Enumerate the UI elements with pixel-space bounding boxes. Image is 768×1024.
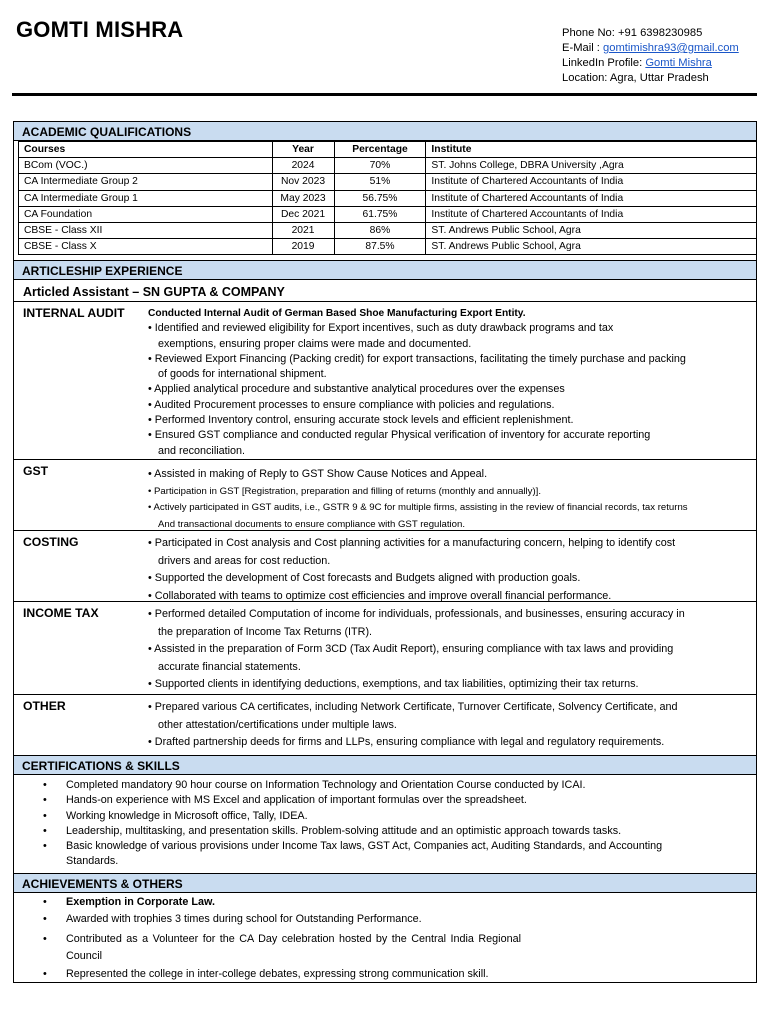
location-value: Agra, Uttar Pradesh [609,72,709,84]
academic-cell: 2024 [272,158,334,174]
gst-line: And transactional documents to ensure compliance with GST regulation. [158,518,465,530]
academic-column-header: Percentage [334,142,426,158]
income-tax-line: accurate financial statements. [158,660,301,673]
academic-cell: ST. Johns College, DBRA University ,Agra [426,158,757,174]
gst-block [13,459,757,530]
achievement-item: • Awarded with trophies 3 times during school for Outstanding Performance. [13,912,757,927]
income-tax-line: the preparation of Income Tax Returns (ITR). [158,625,373,638]
costing-line: • Collaborated with teams to optimize cost efficiencies and improve overall financial performance. [148,589,612,602]
academic-cell: CBSE - Class XII [19,222,273,238]
certifications-section-title: CERTIFICATIONS & SKILLS [13,755,757,775]
internal-audit-line: • Identified and reviewed eligibility for Export incentives, such as duty drawback programs and tax [148,322,614,335]
academic-cell: 87.5% [334,239,426,255]
academic-cell: Dec 2021 [272,206,334,222]
internal-audit-label: INTERNAL AUDIT [23,306,125,320]
gst-body [148,466,752,533]
academic-column-header: Courses [19,142,273,158]
email-line [562,41,739,56]
phone-value: +91 6398230985 [617,27,703,39]
other-line: • Drafted partnership deeds for firms and LLPs, ensuring compliance with legal and regulatory requirements. [148,736,665,748]
gst-line: • Actively participated in GST audits, i.e., GSTR 9 & 9C for multiple firms, assisting in the review of financial records, tax returns [148,502,688,513]
academic-column-header: Year [272,142,334,158]
phone-label: Phone No: [562,27,615,39]
costing-block [13,530,757,601]
contact-block [562,26,739,86]
gst-line: • Participation in GST [Registration, preparation and filling of returns (monthly and annually)]. [148,485,541,497]
academic-row [19,206,757,222]
internal-audit-line: • Applied analytical procedure and substantive analytical procedures over the expenses [148,383,565,396]
internal-audit-intro: Conducted Internal Audit of German Based Shoe Manufacturing Export Entity. [148,308,526,319]
email-link[interactable]: gomtimishra93@gmail.com [603,42,739,54]
academic-cell: Institute of Chartered Accountants of India [426,206,757,222]
academic-cell: 51% [334,174,426,190]
certification-item: • Basic knowledge of various provisions under Income Tax laws, GST Act, Companies act, Auditing Standards, and Accounting Standards. [13,839,757,870]
academic-cell: 70% [334,158,426,174]
gst-label: GST [23,464,49,478]
resume-header [0,0,768,96]
achievements-list [13,895,757,982]
income-tax-line: • Assisted in the preparation of Form 3CD (Tax Audit Report), ensuring compliance with tax laws and providing [148,643,674,655]
academic-cell: 61.75% [334,206,426,222]
costing-line: • Supported the development of Cost forecasts and Budgets aligned with production goals. [148,572,581,584]
achievements-section-title: ACHIEVEMENTS & OTHERS [13,873,757,893]
certifications-list [13,778,757,870]
internal-audit-line: of goods for international shipment. [158,368,327,381]
internal-audit-body [148,306,752,459]
academic-row [19,174,757,190]
other-line: • Prepared various CA certificates, including Network Certificate, Turnover Certificate, Solvency Certificate, and [148,701,678,713]
academic-cell: 2021 [272,222,334,238]
location-line [562,71,739,86]
academic-row [19,222,757,238]
academic-table [18,141,757,255]
articleship-section-title: ARTICLESHIP EXPERIENCE [13,260,757,280]
academic-section-title: ACADEMIC QUALIFICATIONS [13,121,757,141]
income-tax-body [148,606,752,694]
email-label: E-Mail : [562,42,600,54]
academic-cell: CA Intermediate Group 2 [19,174,273,190]
academic-column-header: Institute [426,142,757,158]
header-divider [12,93,757,96]
income-tax-label: INCOME TAX [23,606,99,620]
internal-audit-line: and reconciliation. [158,444,246,457]
achievement-item: • Contributed as a Volunteer for the CA Day celebration hosted by the Central India Regional Council [13,931,757,965]
income-tax-line: • Performed detailed Computation of income for individuals, professionals, and businesses, ensuring accuracy in [148,608,685,620]
certification-item: • Leadership, multitasking, and presentation skills. Problem-solving attitude and an optimistic approach towards tasks. [13,824,757,839]
internal-audit-line: • Ensured GST compliance and conducted regular Physical verification of inventory for accurate reporting [148,429,651,442]
linkedin-label: LinkedIn Profile: [562,57,643,69]
achievement-item: • Represented the college in inter-college debates, expressing strong communication skill. [13,967,757,982]
costing-line: • Participated in Cost analysis and Cost planning activities for a manufacturing concern, helping to identify cost [148,537,676,549]
achievement-item-text: Exemption in Corporate Law. [66,896,215,908]
income-tax-line: • Supported clients in identifying deductions, exemptions, and tax liabilities, optimizing their tax returns. [148,678,639,690]
candidate-name: GOMTI MISHRA [16,17,184,42]
gst-line: • Assisted in making of Reply to GST Show Cause Notices and Appeal. [148,468,488,480]
linkedin-line [562,56,739,71]
certification-item: • Hands-on experience with MS Excel and application of important formulas over the spreadsheet. [13,793,757,808]
costing-label: COSTING [23,535,79,549]
costing-body [148,535,752,605]
certification-item: • Working knowledge in Microsoft office, Tally, IDEA. [13,809,757,824]
academic-cell: CA Intermediate Group 1 [19,190,273,206]
academic-cell: Institute of Chartered Accountants of India [426,174,757,190]
other-line: other attestation/certifications under multiple laws. [158,718,397,731]
location-label: Location: [562,72,608,84]
academic-row [19,158,757,174]
phone-line [562,26,739,41]
internal-audit-line: exemptions, ensuring proper claims were made and documented. [158,337,472,350]
other-label: OTHER [23,699,66,713]
academic-row [19,190,757,206]
academic-cell: ST. Andrews Public School, Agra [426,239,757,255]
academic-cell: 56.75% [334,190,426,206]
other-block [13,694,757,755]
certification-item: • Completed mandatory 90 hour course on Information Technology and Orientation Course conducted by ICAI. [13,778,757,793]
academic-cell: CA Foundation [19,206,273,222]
academic-cell: 2019 [272,239,334,255]
achievement-item [13,895,757,910]
internal-audit-block [13,301,757,459]
academic-cell: Institute of Chartered Accountants of India [426,190,757,206]
academic-cell: CBSE - Class X [19,239,273,255]
academic-cell: BCom (VOC.) [19,158,273,174]
academic-cell: May 2023 [272,190,334,206]
internal-audit-line: • Performed Inventory control, ensuring accurate stock levels and efficient replenishment. [148,414,574,427]
other-body [148,699,752,752]
academic-row [19,239,757,255]
academic-header-row [19,142,757,158]
costing-line: drivers and areas for cost reduction. [158,554,331,567]
income-tax-block [13,601,757,694]
articleship-subtitle: Articled Assistant – SN GUPTA & COMPANY [23,285,285,299]
academic-cell: 86% [334,222,426,238]
internal-audit-line: • Reviewed Export Financing (Packing credit) for export transactions, facilitating the timely purchase and packing [148,352,686,365]
academic-cell: Nov 2023 [272,174,334,190]
internal-audit-line: • Audited Procurement processes to ensure compliance with policies and regulations. [148,398,555,411]
linkedin-link[interactable]: Gomti Mishra [645,57,712,69]
academic-cell: ST. Andrews Public School, Agra [426,222,757,238]
